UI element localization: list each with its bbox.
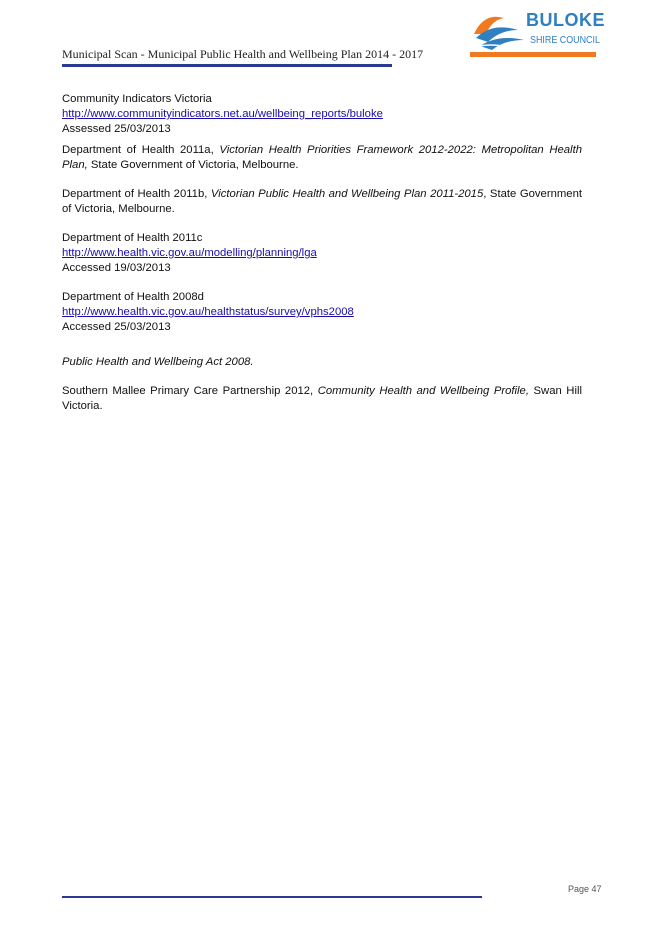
reference-title: Community Health and Wellbeing Profile, [317, 385, 529, 397]
council-logo [470, 8, 605, 60]
reference-date: Assessed 25/03/2013 [62, 123, 171, 135]
reference-southern-mallee [62, 384, 582, 414]
reference-link[interactable]: http://www.communityindicators.net.au/wellbeing_reports/buloke [62, 108, 383, 120]
header-rule [62, 64, 392, 67]
reference-publisher: , State Government of Victoria, Melbourne. [62, 188, 582, 215]
reference-author: Department of Health 2011a, [62, 144, 220, 156]
logo-subtitle: SHIRE COUNCIL [530, 34, 600, 46]
reference-date: Accessed 19/03/2013 [62, 262, 171, 274]
reference-source: Community Indicators Victoria [62, 93, 212, 105]
reference-doh-2011c [62, 231, 582, 276]
reference-act-2008 [62, 355, 582, 370]
reference-link[interactable]: http://www.health.vic.gov.au/modelling/planning/lga [62, 247, 317, 259]
reference-source: Department of Health 2008d [62, 291, 204, 303]
reference-doh-2011b [62, 187, 582, 217]
reference-title: Victorian Health Priorities Framework 2012-2022: Metropolitan Health Plan, [62, 144, 582, 171]
reference-date: Accessed 25/03/2013 [62, 321, 171, 333]
footer-rule [62, 896, 482, 898]
reference-title: Victorian Public Health and Wellbeing Plan 2011-2015 [210, 188, 484, 200]
reference-doh-2008d [62, 290, 582, 335]
reference-publisher: Swan Hill Victoria. [62, 385, 582, 412]
page-number: Page 47 [568, 884, 602, 894]
reference-link[interactable]: http://www.health.vic.gov.au/healthstatus/survey/vphs2008 [62, 306, 354, 318]
logo-wordmark: BULOKE [526, 10, 605, 30]
page-header-title: Municipal Scan - Municipal Public Health and Wellbeing Plan 2014 - 2017 [62, 47, 424, 61]
reference-title: Public Health and Wellbeing Act 2008. [62, 356, 254, 368]
reference-community-indicators [62, 92, 582, 137]
reference-author: Southern Mallee Primary Care Partnership 2012, [62, 385, 318, 397]
logo-underline-bar [470, 52, 596, 57]
reference-publisher: State Government of Victoria, Melbourne. [87, 159, 299, 171]
reference-author: Department of Health 2011b, [62, 188, 211, 200]
logo-emblem-icon [470, 8, 526, 52]
reference-list [62, 92, 582, 414]
reference-source: Department of Health 2011c [62, 232, 203, 244]
reference-doh-2011a [62, 143, 582, 173]
